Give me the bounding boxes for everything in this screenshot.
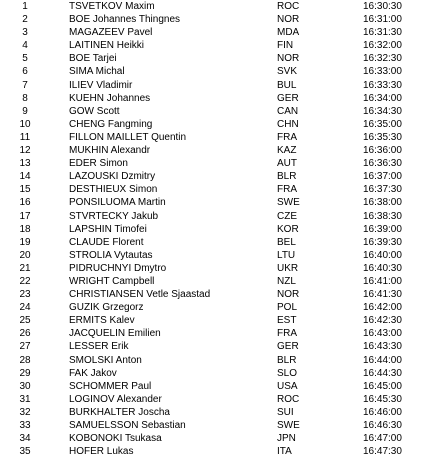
table-row [0, 314, 441, 327]
table-row [0, 380, 441, 393]
nation-code: POL [277, 302, 298, 314]
start-time: 16:40:30 [363, 262, 402, 274]
start-time: 16:46:30 [363, 420, 402, 431]
bib-number: 13 [19, 158, 31, 170]
table-row [0, 236, 441, 249]
table-row [0, 223, 441, 236]
nation-code: SVK [277, 66, 298, 78]
bib-number: 31 [19, 393, 31, 405]
nation-code: SWE [277, 420, 300, 431]
table-row [0, 445, 441, 458]
athlete-name: GOW Scott [69, 105, 120, 117]
athlete-name: ILIEV Vladimir [69, 79, 133, 91]
athlete-name: ERMITS Kalev [69, 315, 135, 327]
athlete-name: MAGAZEEV Pavel [69, 27, 153, 39]
athlete-name: SCHOMMER Paul [69, 380, 152, 392]
start-time: 16:44:30 [363, 367, 402, 379]
bib-number: 21 [19, 262, 31, 274]
start-time: 16:43:00 [363, 328, 402, 340]
athlete-name: GUZIK Grzegorz [69, 302, 144, 314]
nation-code: AUT [277, 158, 297, 170]
bib-number: 27 [19, 341, 31, 353]
athlete-name: LESSER Erik [69, 341, 129, 353]
nation-code: CZE [277, 210, 297, 222]
table-row [0, 39, 441, 52]
bib-number: 5 [22, 53, 28, 65]
table-row [0, 65, 441, 78]
table-row [0, 52, 441, 65]
start-time: 16:45:30 [363, 393, 402, 405]
bib-number: 7 [22, 79, 28, 91]
athlete-name: KOBONOKI Tsukasa [69, 433, 162, 445]
athlete-name: CHENG Fangming [69, 118, 153, 130]
table-row [0, 419, 441, 432]
start-time: 16:42:30 [363, 315, 402, 327]
nation-code: LTU [277, 249, 296, 261]
table-row [0, 157, 441, 170]
athlete-name: DESTHIEUX Simon [69, 184, 158, 196]
bib-number: 28 [19, 354, 31, 366]
nation-code: EST [277, 315, 297, 327]
nation-code: BEL [277, 236, 296, 248]
bib-number: 4 [22, 40, 28, 52]
bib-number: 34 [19, 433, 31, 445]
start-time: 16:31:30 [363, 27, 402, 39]
nation-code: GER [277, 92, 299, 104]
table-row [0, 406, 441, 419]
bib-number: 15 [19, 184, 31, 196]
start-time: 16:35:00 [363, 118, 402, 130]
table-row [0, 26, 441, 39]
start-time: 16:33:30 [363, 79, 402, 91]
nation-code: BUL [277, 79, 297, 91]
athlete-name: STVRTECKY Jakub [69, 210, 159, 222]
bib-number: 3 [22, 27, 28, 39]
bib-number: 9 [22, 105, 28, 117]
start-time: 16:41:00 [363, 275, 402, 287]
bib-number: 25 [19, 315, 31, 327]
start-time: 16:44:00 [363, 354, 402, 366]
athlete-name: PIDRUCHNYI Dmytro [69, 262, 167, 274]
table-row [0, 393, 441, 406]
athlete-name: PONSILUOMA Martin [69, 197, 166, 209]
nation-code: JPN [277, 433, 296, 445]
start-time: 16:47:30 [363, 446, 402, 458]
table-row [0, 196, 441, 209]
bib-number: 14 [19, 171, 31, 183]
table-row [0, 118, 441, 131]
table-row [0, 301, 441, 314]
athlete-name: JACQUELIN Emilien [69, 328, 161, 340]
start-time: 16:47:00 [363, 433, 402, 445]
athlete-name: CLAUDE Florent [69, 236, 144, 248]
nation-code: BLR [277, 171, 297, 183]
start-time: 16:34:00 [363, 92, 402, 104]
start-time: 16:30:30 [363, 1, 402, 12]
bib-number: 19 [19, 236, 31, 248]
bib-number: 23 [19, 289, 31, 301]
table-row [0, 210, 441, 223]
table-row [0, 170, 441, 183]
athlete-name: MUKHIN Alexandr [69, 145, 151, 157]
start-time: 16:38:00 [363, 197, 402, 209]
bib-number: 20 [19, 249, 31, 261]
nation-code: NOR [277, 289, 300, 301]
nation-code: GER [277, 341, 299, 353]
bib-number: 8 [22, 92, 28, 104]
nation-code: ROC [277, 1, 300, 12]
table-row [0, 131, 441, 144]
bib-number: 6 [22, 66, 28, 78]
athlete-name: TSVETKOV Maxim [69, 1, 155, 12]
athlete-name: LOGINOV Alexander [69, 393, 162, 405]
table-row [0, 249, 441, 262]
start-time: 16:40:00 [363, 249, 402, 261]
start-time: 16:37:00 [363, 171, 402, 183]
table-row [0, 13, 441, 26]
bib-number: 12 [19, 145, 31, 157]
nation-code: FIN [277, 40, 294, 52]
bib-number: 35 [19, 446, 31, 458]
athlete-name: FILLON MAILLET Quentin [69, 131, 187, 143]
start-time: 16:46:00 [363, 406, 402, 418]
nation-code: BLR [277, 354, 297, 366]
athlete-name: WRIGHT Campbell [69, 275, 155, 287]
start-time: 16:39:30 [363, 236, 402, 248]
start-time: 16:38:30 [363, 210, 402, 222]
bib-number: 24 [19, 302, 31, 314]
nation-code: SUI [277, 406, 294, 418]
athlete-name: STROLIA Vytautas [69, 249, 153, 261]
start-time: 16:39:00 [363, 223, 402, 235]
athlete-name: SIMA Michal [69, 66, 125, 78]
bib-number: 22 [19, 275, 31, 287]
nation-code: NOR [277, 53, 300, 65]
athlete-name: EDER Simon [69, 158, 128, 170]
start-time: 16:43:30 [363, 341, 402, 353]
bib-number: 17 [19, 210, 31, 222]
bib-number: 1 [22, 1, 28, 12]
start-time: 16:36:00 [363, 145, 402, 157]
table-row [0, 275, 441, 288]
table-row [0, 327, 441, 340]
table-row [0, 432, 441, 445]
bib-number: 18 [19, 223, 31, 235]
start-time: 16:37:30 [363, 184, 402, 196]
start-time: 16:42:00 [363, 302, 402, 314]
start-time: 16:31:00 [363, 14, 402, 26]
table-row [0, 144, 441, 157]
athlete-name: HOFER Lukas [69, 446, 134, 458]
start-time: 16:32:00 [363, 40, 402, 52]
start-time: 16:36:30 [363, 158, 402, 170]
bib-number: 33 [19, 420, 31, 431]
start-time: 16:35:30 [363, 131, 402, 143]
nation-code: KAZ [277, 145, 297, 157]
bib-number: 2 [22, 14, 28, 26]
nation-code: FRA [277, 131, 297, 143]
nation-code: ITA [277, 446, 292, 458]
nation-code: CAN [277, 105, 299, 117]
nation-code: ROC [277, 393, 300, 405]
athlete-name: BOE Tarjei [69, 53, 117, 65]
athlete-name: FAK Jakov [69, 367, 117, 379]
athlete-name: CHRISTIANSEN Vetle Sjaastad [69, 289, 211, 301]
bib-number: 11 [19, 131, 31, 143]
athlete-name: LAITINEN Heikki [69, 40, 145, 52]
athlete-name: SAMUELSSON Sebastian [69, 420, 186, 431]
table-row [0, 354, 441, 367]
athlete-name: KUEHN Johannes [69, 92, 151, 104]
nation-code: FRA [277, 184, 297, 196]
start-time: 16:34:30 [363, 105, 402, 117]
bib-number: 26 [19, 328, 31, 340]
athlete-name: BOE Johannes Thingnes [69, 14, 181, 26]
start-time: 16:33:00 [363, 66, 402, 78]
table-row [0, 92, 441, 105]
nation-code: MDA [277, 27, 300, 39]
bib-number: 30 [19, 380, 31, 392]
table-row [0, 367, 441, 380]
start-time: 16:45:00 [363, 380, 402, 392]
bib-number: 32 [19, 406, 31, 418]
athlete-name: LAPSHIN Timofei [69, 223, 147, 235]
table-row [0, 183, 441, 196]
table-row [0, 262, 441, 275]
nation-code: FRA [277, 328, 297, 340]
athlete-name: BURKHALTER Joscha [69, 406, 170, 418]
nation-code: NZL [277, 275, 296, 287]
nation-code: NOR [277, 14, 300, 26]
nation-code: SLO [277, 367, 298, 379]
nation-code: CHN [277, 118, 299, 130]
bib-number: 10 [19, 118, 31, 130]
bib-number: 29 [19, 367, 31, 379]
table-row [0, 288, 441, 301]
nation-code: SWE [277, 197, 300, 209]
athlete-name: LAZOUSKI Dzmitry [69, 171, 156, 183]
nation-code: KOR [277, 223, 299, 235]
start-time: 16:32:30 [363, 53, 402, 65]
nation-code: UKR [277, 262, 299, 274]
athlete-name: SMOLSKI Anton [69, 354, 142, 366]
table-row [0, 105, 441, 118]
table-row [0, 340, 441, 353]
nation-code: USA [277, 380, 298, 392]
start-time: 16:41:30 [363, 289, 402, 301]
bib-number: 16 [19, 197, 31, 209]
table-row [0, 79, 441, 92]
table-row [0, 0, 441, 13]
